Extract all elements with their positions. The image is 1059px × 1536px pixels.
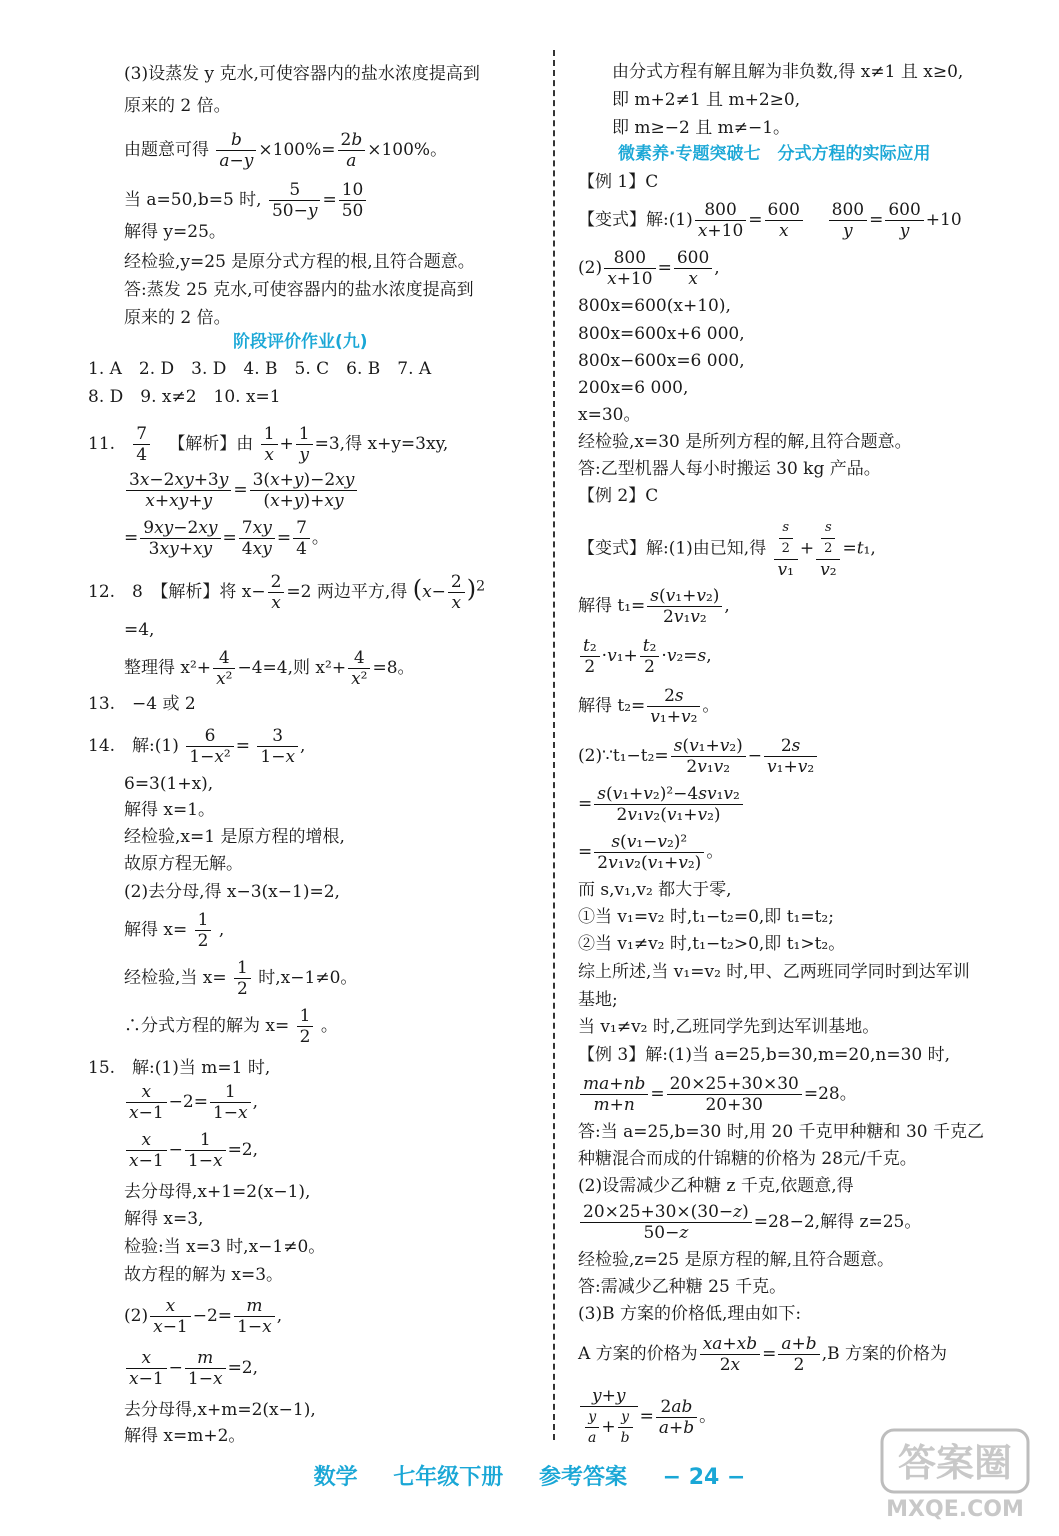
- text-line: (2)设需减少乙种糖 z 千克,依题意,得: [578, 1176, 854, 1196]
- text-line: 答:蒸发 25 克水,可使容器内的盐水浓度提高到: [124, 280, 474, 300]
- text-line: 6=3(1+x),: [124, 774, 214, 794]
- variation-1: 【变式】解:(1) $\frac{800}{x+10}$ = $\frac{600}{x}$ $\frac{800}{y}$ = $\frac{600}{y}$ +10: [578, 200, 962, 241]
- text-line: 答:当 a=25,b=30 时,用 20 千克甲种糖和 30 千克乙: [578, 1122, 984, 1142]
- question-13: 13. −4 或 2: [88, 694, 196, 714]
- text-line: 即 m+2≠1 且 m+2≥0,: [612, 90, 801, 110]
- text-line: 经检验,y=25 是原分式方程的根,且符合题意。: [124, 252, 475, 272]
- equation-line: $\frac{3x-2xy+3y}{x+xy+y}$ = $\frac{3(x+y)-2xy}{(x+y)+xy}$: [124, 470, 359, 511]
- text-line: x=30。: [578, 405, 641, 425]
- equation-line: (2)∵t₁−t₂= $\frac{\text{s(v₁+v₂)}}{\text{2v₁v₂}}$ − $\frac{2s}{\text{v₁+v₂}}$: [578, 736, 819, 777]
- text-line: 故方程的解为 x=3。: [124, 1265, 284, 1285]
- text-line: (2)去分母,得 x−3(x−1)=2,: [124, 882, 340, 902]
- text-line: 解得 x=m+2。: [124, 1426, 246, 1446]
- equation-line: 整理得 x²+ $\frac{4}{\text{x²}}$ −4=4,则 x²+ $\frac{4}{\text{x²}}$ =8。: [124, 648, 415, 689]
- text-line: 去分母得,x+1=2(x−1),: [124, 1182, 311, 1202]
- equation-line: $\frac{20\times 25+30\times(30-z)}{50-z}$ =28−2,解得 z=25。: [578, 1202, 921, 1243]
- equation-line: = $\frac{9xy-2xy}{3xy+xy}$ = $\frac{7xy}{4xy}$ = $\frac{7}{4}$ 。: [124, 518, 329, 559]
- equation-line: $\frac{ma+nb}{m+n}$ = $\frac{20\times 25+30\times 30}{20+30}$ =28。: [578, 1074, 857, 1115]
- text-line: (3)B 方案的价格低,理由如下:: [578, 1304, 802, 1324]
- footer-subject: 数学: [313, 1465, 358, 1490]
- equation-line: 经检验,当 x= $\frac{1}{2}$ 时,x−1≠0。: [124, 958, 358, 999]
- equation-line: $\frac{\text{t₂}}{2}$ ·v₁+ $\frac{\text{t₂}}{2}$ ·v₂=s,: [578, 636, 712, 677]
- watermark-logo: [880, 1428, 1030, 1523]
- column-divider: [553, 50, 555, 1440]
- question-11: 11. $\frac{7}{4}$ 【解析】由 $\frac{1}{x}$ + $\frac{1}{y}$ =3,得 x+y=3xy,: [88, 424, 449, 465]
- example-1: 【例 1】C: [578, 172, 659, 192]
- answer-line: 8. D 9. x≠2 10. x=1: [88, 387, 281, 407]
- footer-grade: 七年级下册: [393, 1465, 504, 1490]
- equation-line: 解得 x= $\frac{1}{2}$ ,: [124, 910, 225, 951]
- footer-label: 参考答案: [538, 1465, 627, 1490]
- text-line: 解得 y=25。: [124, 222, 226, 242]
- text-line: 当 v₁≠v₂ 时,乙班同学先到达军训基地。: [578, 1017, 880, 1037]
- text-line: 即 m≥−2 且 m≠−1。: [612, 118, 791, 138]
- example-3: 【例 3】解:(1)当 a=25,b=30,m=20,n=30 时,: [578, 1045, 951, 1065]
- text-line: (3)设蒸发 y 克水,可使容器内的盐水浓度提高到: [124, 64, 480, 84]
- section-title: 阶段评价作业(九): [233, 332, 368, 352]
- question-15: 15. 解:(1)当 m=1 时,: [88, 1058, 271, 1078]
- text-line: ①当 v₁=v₂ 时,t₁−t₂=0,即 t₁=t₂;: [578, 907, 834, 927]
- text-line: 检验:当 x=3 时,x−1≠0。: [124, 1237, 326, 1257]
- text-line: 故原方程无解。: [124, 854, 243, 874]
- equation-line: (2) $\frac{800}{x+10}$ = $\frac{600}{x}$ ,: [578, 248, 720, 289]
- equation-line: y+y $\frac{y}{a}$ + $\frac{y}{b}$ = $\frac{2ab}{a+b}$ 。: [578, 1386, 716, 1448]
- text-line: 原来的 2 倍。: [124, 96, 231, 116]
- equation-line: $\frac{x}{x-1}$ − $\frac{m}{1-x}$ =2,: [124, 1348, 258, 1389]
- text-line: 由分式方程有解且解为非负数,得 x≠1 且 x≥0,: [612, 62, 964, 82]
- question-12: 12. 8 【解析】将 x− $\frac{2}{x}$ =2 两边平方,得 (x− $\frac{2}{x}$ )$^2$: [88, 572, 486, 613]
- text-line: ②当 v₁≠v₂ 时,t₁−t₂>0,即 t₁>t₂。: [578, 934, 846, 954]
- text-line: =4,: [124, 620, 155, 640]
- equation-line: = $\frac{\text{s(v₁−v₂)²}}{\text{2v₁v₂(v₁+v₂)}}$ 。: [578, 832, 724, 873]
- equation-line: 解得 t₂= $\frac{2s}{\text{v₁+v₂}}$ 。: [578, 686, 720, 727]
- equation-line: $\frac{x}{x-1}$ − $\frac{1}{1-x}$ =2,: [124, 1130, 258, 1171]
- text-line: 解得 x=3,: [124, 1209, 204, 1229]
- text-line: 解得 x=1。: [124, 800, 216, 820]
- text-line: 经检验,x=30 是所列方程的解,且符合题意。: [578, 432, 912, 452]
- text-line: 经检验,z=25 是原方程的解,且符合题意。: [578, 1250, 895, 1270]
- variation-2: 【变式】解:(1)由已知,得 $\frac{\frac{s}{2}}{\text{v₁}}$ + $\frac{\frac{s}{2}}{\text{v₂}}$ =t₁,: [578, 520, 876, 580]
- text-line: 去分母得,x+m=2(x−1),: [124, 1400, 316, 1420]
- example-2: 【例 2】C: [578, 486, 659, 506]
- question-14: 14. 解:(1) $\frac{6}{\text{1−x²}}$ = $\frac{3}{1-x}$ ,: [88, 726, 306, 767]
- answer-line: 1. A 2. D 3. D 4. B 5. C 6. B 7. A: [88, 359, 432, 379]
- text-line: 答:乙型机器人每小时搬运 30 kg 产品。: [578, 459, 881, 479]
- text-line: 基地;: [578, 990, 618, 1010]
- text-line: 800x=600(x+10),: [578, 296, 731, 316]
- section-title: 微素养·专题突破七 分式方程的实际应用: [618, 144, 931, 164]
- equation-line: 由题意可得 $\frac{b}{a-y}$ ×100%= $\frac{2b}{a}$ ×100%。: [124, 130, 448, 171]
- text-line: 答:需减少乙种糖 25 千克。: [578, 1277, 787, 1297]
- text-line: 综上所述,当 v₁=v₂ 时,甲、乙两班同学同时到达军训: [578, 962, 970, 982]
- watermark-text: 答案圈: [897, 1441, 1013, 1485]
- text-line: 800x=600x+6 000,: [578, 324, 745, 344]
- equation-line: 解得 t₁= $\frac{\text{s(v₁+v₂)}}{\text{2v₁v₂}}$ ,: [578, 586, 730, 627]
- text-line: 种糖混合而成的什锦糖的价格为 28元/千克。: [578, 1149, 917, 1169]
- text-line: 而 s,v₁,v₂ 都大于零,: [578, 880, 732, 900]
- equation-line: A 方案的价格为 $\frac{xa+xb}{2x}$ = $\frac{a+b}{2}$ ,B 方案的价格为: [578, 1334, 947, 1375]
- text-line: 800x−600x=6 000,: [578, 351, 745, 371]
- equation-line: = $\frac{\text{s(v₁+v₂)²−4sv₁v₂}}{\text{2v₁v₂(v₁+v₂)}}$: [578, 784, 745, 825]
- equation-line: ∴分式方程的解为 x= $\frac{1}{2}$ 。: [124, 1006, 338, 1047]
- equation-line: (2) $\frac{x}{x-1}$ −2= $\frac{m}{1-x}$ ,: [124, 1296, 283, 1337]
- text-line: 原来的 2 倍。: [124, 308, 231, 328]
- page-number: − 24 −: [662, 1465, 746, 1490]
- watermark-domain: MXQE.COM: [886, 1497, 1024, 1522]
- text-line: 经检验,x=1 是原方程的增根,: [124, 827, 345, 847]
- equation-line: $\frac{x}{x-1}$ −2= $\frac{1}{1-x}$ ,: [124, 1082, 258, 1123]
- equation-line: 当 a=50,b=5 时, $\frac{5}{50-y}$ = $\frac{10}{50}$: [124, 180, 368, 221]
- text-line: 200x=6 000,: [578, 378, 689, 398]
